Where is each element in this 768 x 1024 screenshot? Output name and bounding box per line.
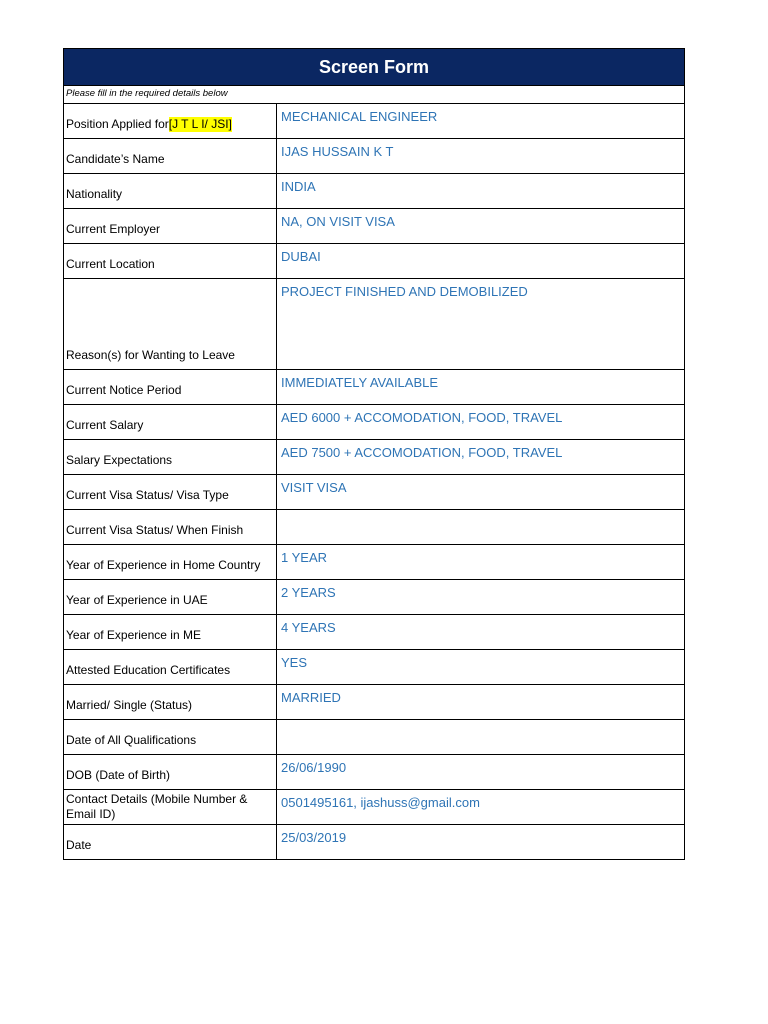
field-value[interactable]: 25/03/2019 [281,830,347,845]
field-label [64,510,277,544]
form-instruction: Please fill in the required details below [63,86,685,104]
field-label [64,244,277,278]
field-label-text: Salary Expectations [66,453,173,467]
form-row [63,279,685,370]
field-label [64,174,277,208]
field-value[interactable]: NA, ON VISIT VISA [281,214,395,229]
form-row [63,545,685,580]
form-row [63,405,685,440]
field-label-text: Attested Education Certificates [66,663,231,677]
field-value[interactable]: 0501495161, ijashuss@gmail.com [281,795,480,810]
form-row [63,825,685,860]
field-label [64,405,277,439]
field-label [64,475,277,509]
form-rows [63,104,685,860]
form-row [63,650,685,685]
field-label-text: Current Salary [66,418,144,432]
form-row [63,370,685,405]
field-label-text: DOB (Date of Birth) [66,768,171,782]
form-row [63,755,685,790]
field-value[interactable]: IMMEDIATELY AVAILABLE [281,375,439,390]
field-label-text: Year of Experience in ME [66,628,201,642]
form-row [63,615,685,650]
field-value[interactable]: 2 YEARS [281,585,336,600]
field-label-text: Current Visa Status/ Visa Type [66,488,229,502]
field-value[interactable]: 26/06/1990 [281,760,347,775]
form-header [63,48,685,86]
form-title: Screen Form [318,56,430,77]
form-row [63,104,685,139]
field-label [64,825,277,859]
field-label-text: Contact Details (Mobile Number & Email ID) [66,792,248,821]
field-label [64,370,277,404]
field-value[interactable]: MECHANICAL ENGINEER [281,109,438,124]
screen-form [63,48,685,860]
field-label-text: Year of Experience in Home Country [66,558,261,572]
field-value[interactable]: YES [281,655,308,670]
form-row [63,174,685,209]
field-value[interactable]: MARRIED [281,690,341,705]
field-label [64,790,277,824]
form-row [63,790,685,825]
position-codes-highlight: [J T L I/ JSI] [168,117,232,131]
form-row [63,244,685,279]
field-value[interactable]: 4 YEARS [281,620,336,635]
field-value[interactable]: VISIT VISA [281,480,347,495]
field-label-text: Current Employer [66,222,161,236]
field-label [64,580,277,614]
form-row [63,440,685,475]
form-row [63,475,685,510]
field-value[interactable]: 1 YEAR [281,550,328,565]
form-row [63,720,685,755]
field-label [64,650,277,684]
field-value[interactable]: AED 6000 + ACCOMODATION, FOOD, TRAVEL [281,410,563,425]
field-label-text: Date of All Qualifications [66,733,197,747]
field-label [64,104,277,138]
field-label [64,720,277,754]
form-row [63,209,685,244]
field-label-text: Current Location [66,257,155,271]
form-row [63,510,685,545]
field-value[interactable] [277,510,684,544]
field-label [64,279,277,369]
field-value[interactable]: INDIA [281,179,316,194]
field-label [64,440,277,474]
form-row [63,685,685,720]
field-label [64,209,277,243]
field-label-text: Current Visa Status/ When Finish [66,523,244,537]
field-label-text: Married/ Single (Status) [66,698,193,712]
field-label [64,685,277,719]
field-label-text: Date [66,838,92,852]
field-label [64,755,277,789]
field-label [64,545,277,579]
field-value[interactable]: IJAS HUSSAIN K T [281,144,394,159]
field-label-text: Nationality [66,187,123,201]
field-value[interactable]: DUBAI [281,249,321,264]
field-value[interactable] [277,720,684,754]
form-row [63,139,685,174]
field-label-text: Current Notice Period [66,383,182,397]
field-label-text: Year of Experience in UAE [66,593,208,607]
field-value[interactable]: AED 7500 + ACCOMODATION, FOOD, TRAVEL [281,445,563,460]
field-label [64,615,277,649]
field-label-text: Position Applied for [66,117,169,131]
field-value[interactable]: PROJECT FINISHED AND DEMOBILIZED [281,284,528,299]
field-label [64,139,277,173]
field-label-text: Candidate’s Name [66,152,165,166]
field-label-text: Reason(s) for Wanting to Leave [66,348,235,362]
form-row [63,580,685,615]
